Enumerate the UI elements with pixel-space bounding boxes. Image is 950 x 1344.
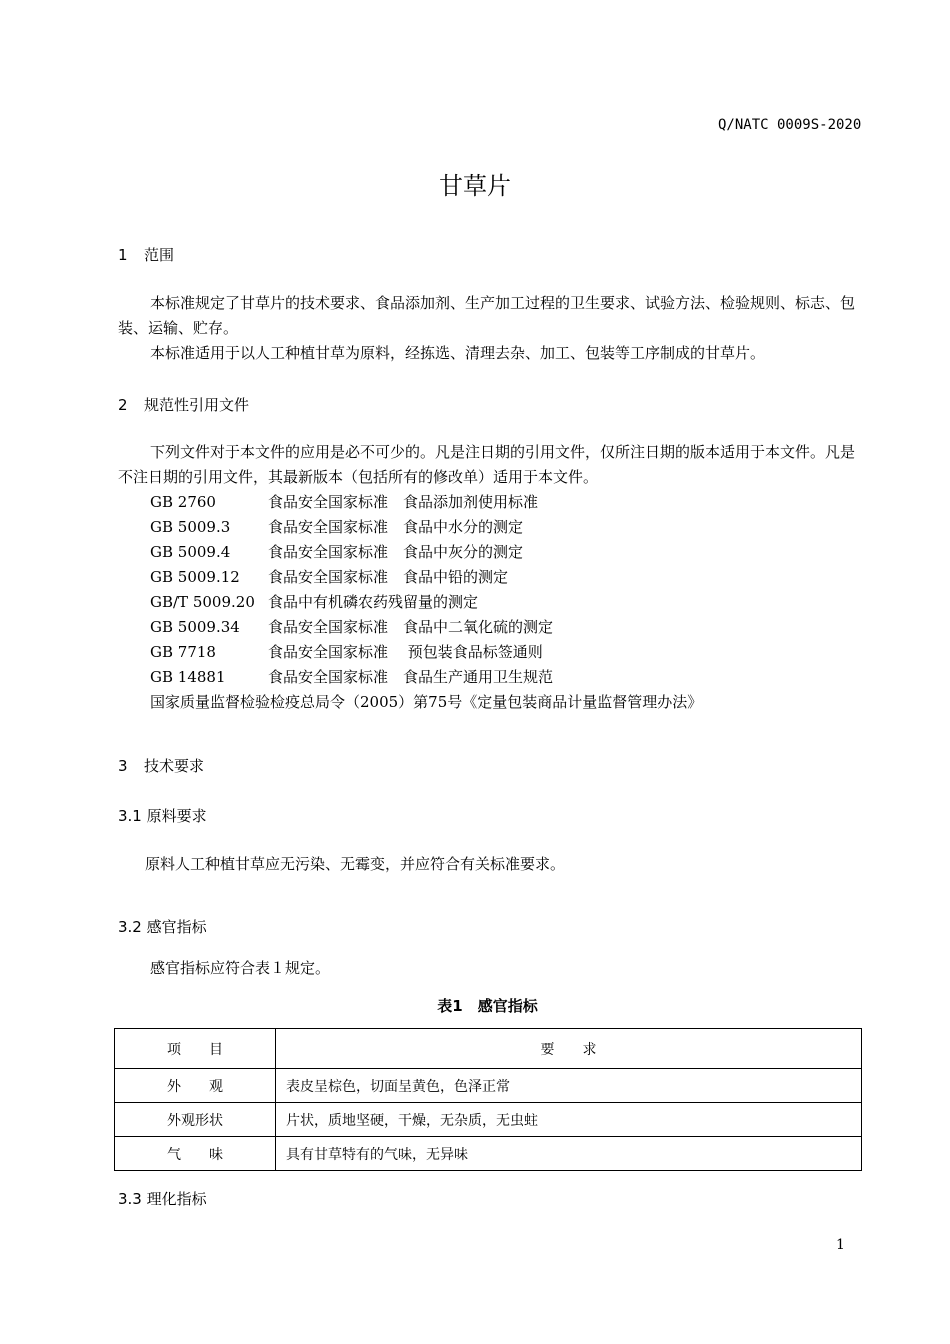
table-caption: 表1 感官指标 [437,997,538,1015]
document-title: 甘草片 [439,172,511,200]
row-requirement: 具有甘草特有的气味，无异味 [276,1137,862,1171]
section-3-heading [118,755,204,776]
reference-item [150,540,523,565]
page-number: 1 [836,1237,845,1253]
subsection-3-3-heading: 3.3 理化指标 [118,1190,207,1208]
decree-reference: 国家质量监督检验检疫总局令（2005）第75号《定量包装商品计量监督管理办法》 [150,693,703,711]
table-row [115,1137,862,1171]
table-row [115,1103,862,1137]
row-item: 外观形状 [115,1103,276,1137]
reference-item [150,515,523,540]
reference-item [150,665,553,690]
subsection-3-2-heading: 3.2 感官指标 [118,918,207,936]
sensory-text: 感官指标应符合表１规定。 [150,959,331,977]
scope-paragraph-2: 本标准适用于以人工种植甘草为原料，经拣选、清理去杂、加工、包装等工序制成的甘草片。 [150,344,766,362]
reference-item [150,565,508,590]
scope-paragraph-1: 本标准规定了甘草片的技术要求、食品添加剂、生产加工过程的卫生要求、试验方法、检验规则、标志、包装、运输、贮存。 [118,294,856,337]
reference-code: GB 7718 [150,643,216,661]
section-title: 范围 [144,246,175,264]
standard-number: Q/NATC 0009S-2020 [718,117,862,133]
reference-item [150,615,553,640]
section-title: 规范性引用文件 [144,396,250,414]
section-number: 2 [118,396,128,414]
reference-name: 食品安全国家标准 食品中二氧化硫的测定 [268,618,554,636]
reference-code: GB 5009.34 [150,618,240,636]
reference-name: 食品安全国家标准 食品生产通用卫生规范 [268,668,554,686]
reference-item [150,590,478,615]
subsection-3-1-heading: 3.1 原料要求 [118,807,207,825]
section-1-heading [118,244,174,265]
reference-item [150,490,538,515]
header-item: 项 目 [115,1029,276,1069]
table-row [115,1069,862,1103]
reference-code: GB 5009.4 [150,543,231,561]
reference-name: 食品安全国家标准 食品中铅的测定 [268,568,509,586]
reference-code: GB 14881 [150,668,226,686]
reference-name: 食品安全国家标准 食品添加剂使用标准 [268,493,539,511]
row-requirement: 表皮呈棕色，切面呈黄色，色泽正常 [276,1069,862,1103]
row-item: 气 味 [115,1137,276,1171]
reference-name: 食品中有机磷农药残留量的测定 [268,593,479,611]
section-title: 技术要求 [144,757,205,775]
row-requirement: 片状，质地坚硬，干燥，无杂质，无虫蛀 [276,1103,862,1137]
reference-code: GB 2760 [150,493,216,511]
reference-code: GB/T 5009.20 [150,593,255,611]
row-item: 外 观 [115,1069,276,1103]
reference-item [150,640,543,665]
reference-name: 食品安全国家标准 食品中灰分的测定 [268,543,524,561]
section-number: 3 [118,757,128,775]
reference-name: 食品安全国家标准 预包装食品标签通则 [268,643,543,661]
references-intro: 下列文件对于本文件的应用是必不可少的。凡是注日期的引用文件，仅所注日期的版本适用于本文件。凡是不注日期的引用文件，其最新版本（包括所有的修改单）适用于本文件。 [118,443,856,486]
raw-material-text: 原料人工种植甘草应无污染、无霉变，并应符合有关标准要求。 [145,855,566,873]
sensory-table [114,1028,862,1171]
section-2-heading [118,394,249,415]
section-number: 1 [118,246,128,264]
header-requirement: 要 求 [276,1029,862,1069]
reference-code: GB 5009.3 [150,518,231,536]
reference-name: 食品安全国家标准 食品中水分的测定 [268,518,524,536]
reference-code: GB 5009.12 [150,568,240,586]
table-header-row [115,1029,862,1069]
